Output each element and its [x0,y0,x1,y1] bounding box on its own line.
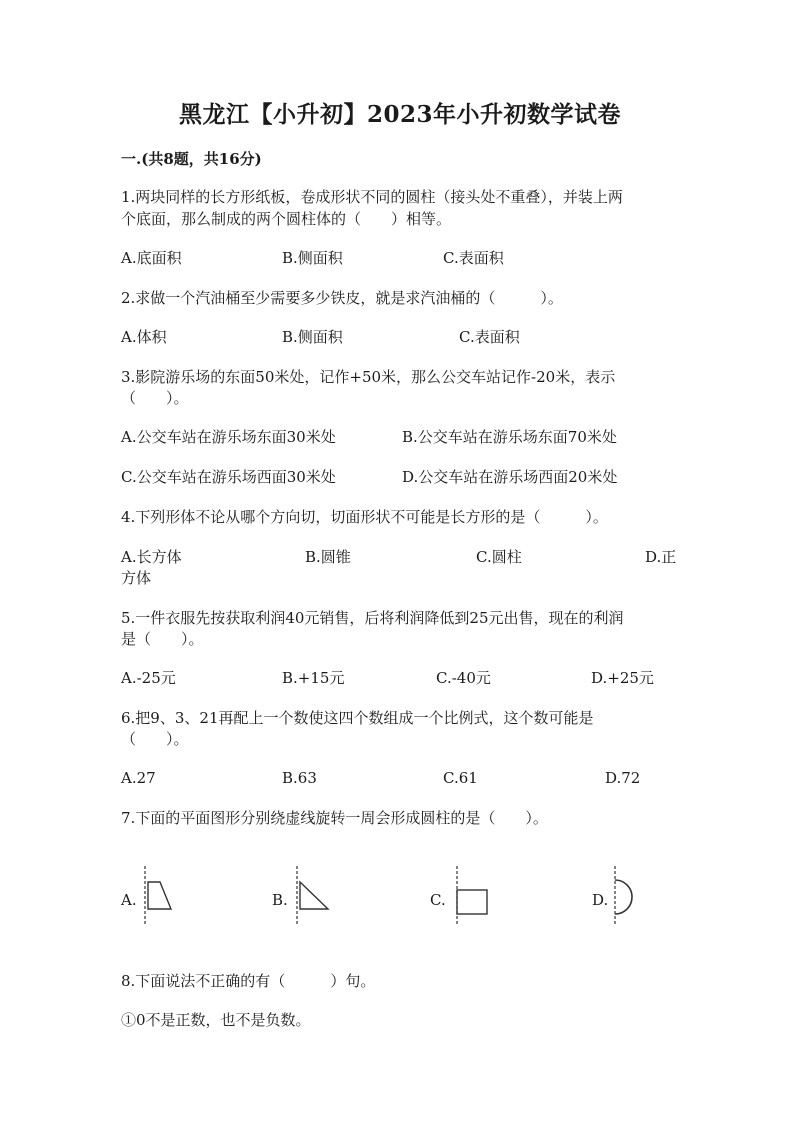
section-heading: 一.(共8题，共16分) [121,150,262,168]
question-3-line-2: （ ）。 [121,389,189,407]
question-2-option-a: A.体积 [121,328,167,346]
question-5-option-a: A.-25元 [121,669,176,687]
question-6-option-b: B.63 [282,769,317,787]
question-7-option-a: A. [121,891,137,909]
question-1-option-b: B.侧面积 [282,249,343,267]
question-5-line-2: 是（ ）。 [121,630,204,648]
question-1-line-1: 1.两块同样的长方形纸板，卷成形状不同的圆柱（接头处不重叠），并装上两 [121,188,623,206]
question-3-option-d: D.公交车站在游乐场西面20米处 [402,468,618,486]
question-5-option-d: D.+25元 [591,669,654,687]
question-7-option-c: C. [430,891,446,909]
question-6-option-c: C.61 [443,769,478,787]
question-1-line-2: 个底面，那么制成的两个圆柱体的（ ）相等。 [121,210,452,228]
question-6-option-a: A.27 [121,769,156,787]
figure-rectangle-c [450,864,494,928]
question-4-line-1: 4.下列形体不论从哪个方向切，切面形状不可能是长方形的是（ ）。 [121,508,608,526]
question-5-option-c: C.-40元 [436,669,491,687]
question-5-option-b: B.+15元 [282,669,345,687]
question-2-option-c: C.表面积 [459,328,520,346]
question-2-line-1: 2.求做一个汽油桶至少需要多少铁皮，就是求汽油桶的（ ）。 [121,289,563,307]
question-4-option-d-continued: 方体 [121,569,152,587]
figure-triangle-b [290,864,334,928]
figure-trapezoid-a [138,864,178,928]
question-1-option-a: A.底面积 [121,249,182,267]
question-4-option-d: D.正 [645,548,677,566]
question-3-line-1: 3.影院游乐场的东面50米处，记作+50米，那么公交车站记作-20米，表示 [121,368,616,386]
figure-semicircle-d [606,864,646,928]
question-8-statement-1: ①0不是正数，也不是负数。 [121,1011,311,1029]
exam-title: 黑龙江【小升初】2023年小升初数学试卷 [178,101,621,128]
question-2-option-b: B.侧面积 [282,328,343,346]
question-3-option-a: A.公交车站在游乐场东面30米处 [121,428,336,446]
question-7-option-b: B. [272,891,288,909]
question-7-option-d: D. [592,891,609,909]
question-4-option-c: C.圆柱 [476,548,522,566]
question-6-option-d: D.72 [605,769,641,787]
question-3-option-c: C.公交车站在游乐场西面30米处 [121,468,336,486]
question-6-line-2: （ ）。 [121,730,189,748]
question-3-option-b: B.公交车站在游乐场东面70米处 [402,428,617,446]
question-4-option-a: A.长方体 [121,548,182,566]
question-1-option-c: C.表面积 [443,249,504,267]
question-4-option-b: B.圆锥 [305,548,351,566]
question-5-line-1: 5.一件衣服先按获取利润40元销售，后将利润降低到25元出售，现在的利润 [121,609,624,627]
question-6-line-1: 6.把9、3、21再配上一个数使这四个数组成一个比例式，这个数可能是 [121,709,594,727]
question-7-line-1: 7.下面的平面图形分别绕虚线旋转一周会形成圆柱的是（ ）。 [121,809,548,827]
question-8-line-1: 8.下面说法不正确的有（ ）句。 [121,972,376,990]
